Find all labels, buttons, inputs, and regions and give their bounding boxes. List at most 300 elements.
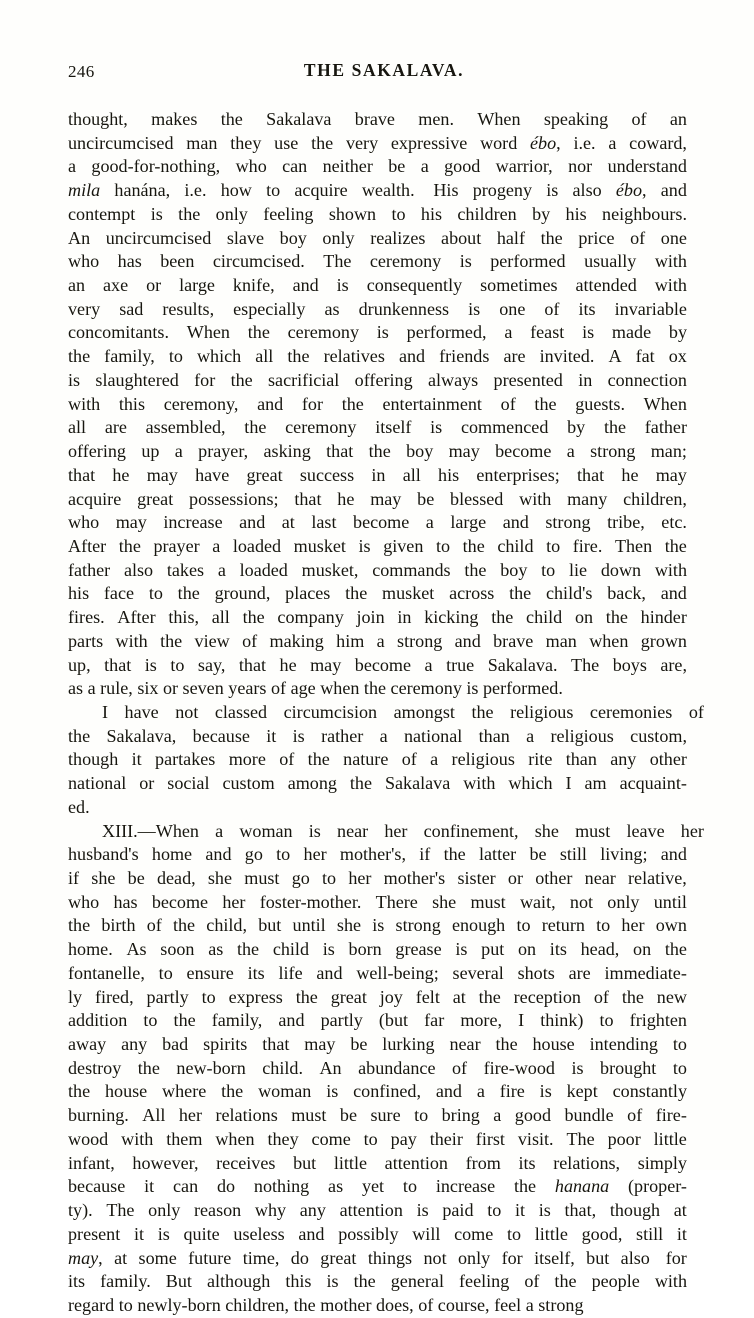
word: hanána, [114,180,171,201]
word: must [291,1105,327,1126]
word: After [117,607,156,628]
word: who [235,156,267,177]
word: other [535,868,573,888]
word: in [578,369,593,390]
word: shots [517,962,555,983]
word: knife, [232,275,275,296]
text-line [68,274,687,298]
word: for [501,1247,523,1268]
word: latter [479,844,517,865]
word: lie [568,559,588,580]
word: that [104,654,132,675]
word: offering [354,369,413,390]
word: great [137,488,174,509]
word: the [68,915,91,936]
word: she [534,820,559,841]
word: given [383,535,424,556]
word: is [571,1057,584,1078]
word: be [350,1034,368,1055]
word: house [104,1081,148,1102]
word: After [68,535,107,556]
word: invited. [539,346,595,367]
word: circumcised. [212,251,305,272]
word: it [131,749,142,770]
text-line [68,1104,687,1128]
word: performed [490,251,566,272]
text-line: as a rule, six or seven years of age when the ceremony is performed. [68,678,563,699]
word: presented [493,369,563,390]
word: dead, [156,868,196,888]
word: an [669,109,687,129]
word: is [358,535,371,556]
word: great [330,986,367,1007]
word: as [328,1176,344,1197]
word: a [212,535,221,556]
word: a [526,725,535,746]
word: uncircumcised [68,132,174,153]
word: boy [500,559,528,580]
word: ceremonies [589,701,673,722]
word: the [603,417,627,438]
word: the [513,1176,537,1197]
word: become [151,891,209,912]
word: child, [206,915,247,936]
word: progeny [472,180,533,201]
word: i.e. [184,180,207,201]
word: the [621,986,644,1007]
word: to [487,1200,502,1221]
word: however, [132,1152,199,1173]
word: be [417,488,435,509]
word: concomitants. [68,322,169,343]
word: may, [68,1247,103,1268]
word: There [375,891,418,912]
word: that [262,1034,290,1055]
word: the [664,939,687,960]
word: of [500,393,516,414]
word: custom, [630,725,687,746]
word: family, [104,346,155,367]
word: sacrificial [268,369,340,390]
word: well-being; [356,962,439,983]
word: religious [550,725,614,746]
word: slave [226,227,265,248]
word: good [514,1105,551,1126]
word: for [194,369,216,390]
word: is [539,1081,552,1102]
word: national [68,773,127,794]
word: drunkenness [358,298,450,319]
word: and [316,962,343,983]
word: makes [151,109,198,129]
text-line [68,393,687,417]
word: lurking [382,1034,435,1055]
word: reason [194,1200,242,1221]
text-line [68,1223,687,1247]
word: itself, [534,1247,575,1268]
word: of [279,749,295,770]
word: rather [321,725,364,746]
word: still [559,844,587,865]
word: entertainment [382,393,482,414]
word: An [68,227,91,248]
word: the [173,1010,196,1031]
word: child. [262,1057,303,1078]
word: although [206,1271,271,1292]
word: how [220,180,252,201]
word: Sakalava, [106,725,177,746]
text-line [68,1175,687,1199]
word: Sakalava [266,109,332,129]
word: has [113,891,138,912]
word: of [544,298,560,319]
word: with [115,630,148,651]
word: intending [589,1034,658,1055]
word: his [420,203,443,224]
word: word [480,132,518,153]
word: acquire [68,488,122,509]
word: (proper- [628,1176,687,1197]
word: the [230,369,253,390]
word: grown [640,630,687,651]
word: her [348,868,372,888]
word: fontanelle, [68,962,145,983]
word: made [611,322,652,343]
word: new [656,986,687,1007]
word: religious [510,701,574,722]
word: neighbours. [602,203,687,224]
word: put [481,939,505,960]
word: An [319,1057,342,1078]
word: been [160,251,195,272]
word: a [217,559,226,580]
word: its [549,939,567,960]
word: feast [530,322,565,343]
word: they [230,132,262,153]
word: possessions; [189,488,279,509]
word: his [565,203,587,224]
word: may [115,512,147,533]
word: or [139,773,155,794]
text-line [68,108,687,132]
word: ébo, [615,180,647,201]
word: the [495,1034,518,1055]
word: The [566,1128,595,1149]
word: possibly [338,1223,399,1244]
word: strong [397,630,443,651]
word: burning. [68,1105,129,1126]
word: is [468,298,481,319]
word: not [175,701,199,722]
word: that [577,464,605,485]
word: children [457,203,517,224]
word: nothing [253,1176,310,1197]
word: until [653,891,687,912]
word: away [68,1034,107,1055]
word: fire- [655,1105,687,1126]
word: thought, [68,109,128,129]
word: express [228,986,283,1007]
text-line [68,155,687,179]
word: relatives [323,346,385,367]
word: all [211,607,230,628]
word: new-born [176,1057,246,1078]
word: I [518,1010,525,1031]
word: its [68,1271,86,1292]
word: at [673,1200,687,1221]
text-line [68,1247,687,1271]
word: though [609,1200,661,1221]
word: are, [660,654,687,675]
word: religious [451,749,515,770]
word: little [653,1128,687,1149]
word: future [188,1247,232,1268]
word: the [534,393,557,414]
word: to [143,1010,158,1031]
word: the [295,986,318,1007]
word: to [516,915,531,936]
word: her [384,820,408,841]
word: wealth. [361,180,420,201]
text-line [68,1199,687,1223]
word: little [333,1152,368,1173]
word: he [279,654,297,675]
word: good-for-nothing, [91,156,221,177]
text-line [68,179,687,203]
word: until [292,915,326,936]
word: with [68,393,101,414]
text-line [68,369,687,393]
word: soon [160,939,195,960]
text-line [68,298,687,322]
word: commands [372,559,451,580]
word: is [372,915,385,936]
word: family, [211,1010,263,1031]
word: The [106,1200,135,1221]
word: bring [441,1105,480,1126]
word: fired, [94,986,134,1007]
word: the [68,1081,91,1102]
word: than [565,749,597,770]
word: for [665,1247,687,1268]
word: musket [382,583,435,604]
word: his [68,583,90,604]
word: with [463,773,496,794]
word: results, [162,298,215,319]
word: near [584,868,616,888]
word: do [216,1176,236,1197]
word: with [654,251,687,272]
word: the [247,322,270,343]
word: large [179,275,215,296]
word: increase [163,512,223,533]
word: the [287,346,310,367]
word: must [575,820,611,841]
word: it [144,1176,155,1197]
word: be [127,868,145,888]
word: to [276,844,291,865]
word: asking [263,441,311,462]
word: commenced [460,417,549,438]
word: loaded [232,535,282,556]
text-line [68,535,687,559]
word: still [636,1223,664,1244]
word: to [672,1057,687,1078]
word: to [546,535,561,556]
word: brave [493,630,534,651]
word: which [508,773,553,794]
word: who [68,891,100,912]
word: useless [233,1223,285,1244]
word: his [438,464,460,485]
word: offering [68,441,126,462]
word: go [291,868,310,888]
word: and [292,275,319,296]
word: than [478,725,510,746]
word: general [390,1271,444,1292]
word: the [471,701,494,722]
word: to [435,535,451,556]
word: understand [607,156,687,177]
word: ty). [68,1200,93,1221]
word: attention [339,1200,403,1221]
word: can [173,1176,199,1197]
word: true [446,654,475,675]
word: takes [166,559,205,580]
word: may [146,464,178,485]
word: When [186,322,230,343]
word: at [452,986,466,1007]
word: the [353,1271,376,1292]
word: he [337,488,355,509]
word: XIII.—When [102,820,199,841]
word: paid [442,1200,474,1221]
text-line [68,654,687,678]
word: and [660,180,687,201]
word: and [660,844,687,865]
word: several [452,962,504,983]
word: it [266,725,277,746]
word: great [320,1247,357,1268]
text-line [68,464,687,488]
word: she [91,868,116,888]
word: she [336,915,362,936]
word: of [627,1105,643,1126]
word: also [123,559,154,580]
word: I [102,701,109,722]
word: brought [600,1057,657,1078]
word: foster-mother. [259,891,362,912]
word: must [470,891,506,912]
word: immediate- [604,962,687,983]
word: and [239,512,266,533]
word: with [654,1271,687,1292]
word: but [293,1152,317,1173]
word: the [172,915,196,936]
word: become [354,654,412,675]
word: also [620,1247,655,1268]
word: feeling [263,203,314,224]
word: is [322,939,335,960]
text-line [68,1057,687,1081]
word: company [277,607,344,628]
word: if [68,868,80,888]
word: father [644,417,687,438]
word: addition [68,1010,128,1031]
text-line [68,938,687,962]
word: own [655,915,687,936]
word: return [541,915,585,936]
word: this [285,1271,312,1292]
word: pay [390,1128,417,1149]
word: connection [607,369,687,390]
word: confinement, [423,820,519,841]
word: invariable [614,298,687,319]
word: is [538,1200,551,1221]
word: to [266,180,281,201]
word: sad [119,298,144,319]
word: but [258,915,282,936]
word: attention [384,1152,448,1173]
word: ceremony, [163,393,239,414]
word: present [68,1223,121,1244]
word: to [599,1010,614,1031]
word: confined, [353,1081,421,1102]
word: is [376,322,389,343]
word: the [178,203,201,224]
word: kept [566,1081,598,1102]
word: about [441,227,482,248]
word: mother's, [339,844,406,865]
word: acquaint- [619,773,687,794]
word: the [462,535,485,556]
word: up, [68,654,91,675]
word: first [475,1128,505,1149]
word: of [631,109,647,129]
word: are [568,962,591,983]
word: one [660,227,687,248]
word: her [222,891,246,912]
word: who [68,512,100,533]
word: with [121,1128,154,1149]
word: that [326,441,354,462]
word: partakes [155,749,216,770]
word: partly [146,986,189,1007]
word: feeling [459,1271,510,1292]
word: home. [68,939,113,960]
word: consequently [366,275,463,296]
word: fire. [572,535,603,556]
word: felt [415,986,440,1007]
word: is [326,1271,339,1292]
word: and [660,583,687,604]
word: if [419,844,431,865]
word: hinder [640,607,687,628]
word: children, [623,488,687,509]
word: fire-wood [483,1057,555,1078]
word: All [142,1105,166,1126]
word: view [194,630,230,651]
word: life [278,962,303,983]
word: is [326,1081,339,1102]
word: receives [216,1152,276,1173]
word: the [478,986,501,1007]
word: strong [395,915,441,936]
word: especially [233,298,306,319]
word: to [391,203,406,224]
word: and [435,1081,462,1102]
word: head, [580,939,620,960]
